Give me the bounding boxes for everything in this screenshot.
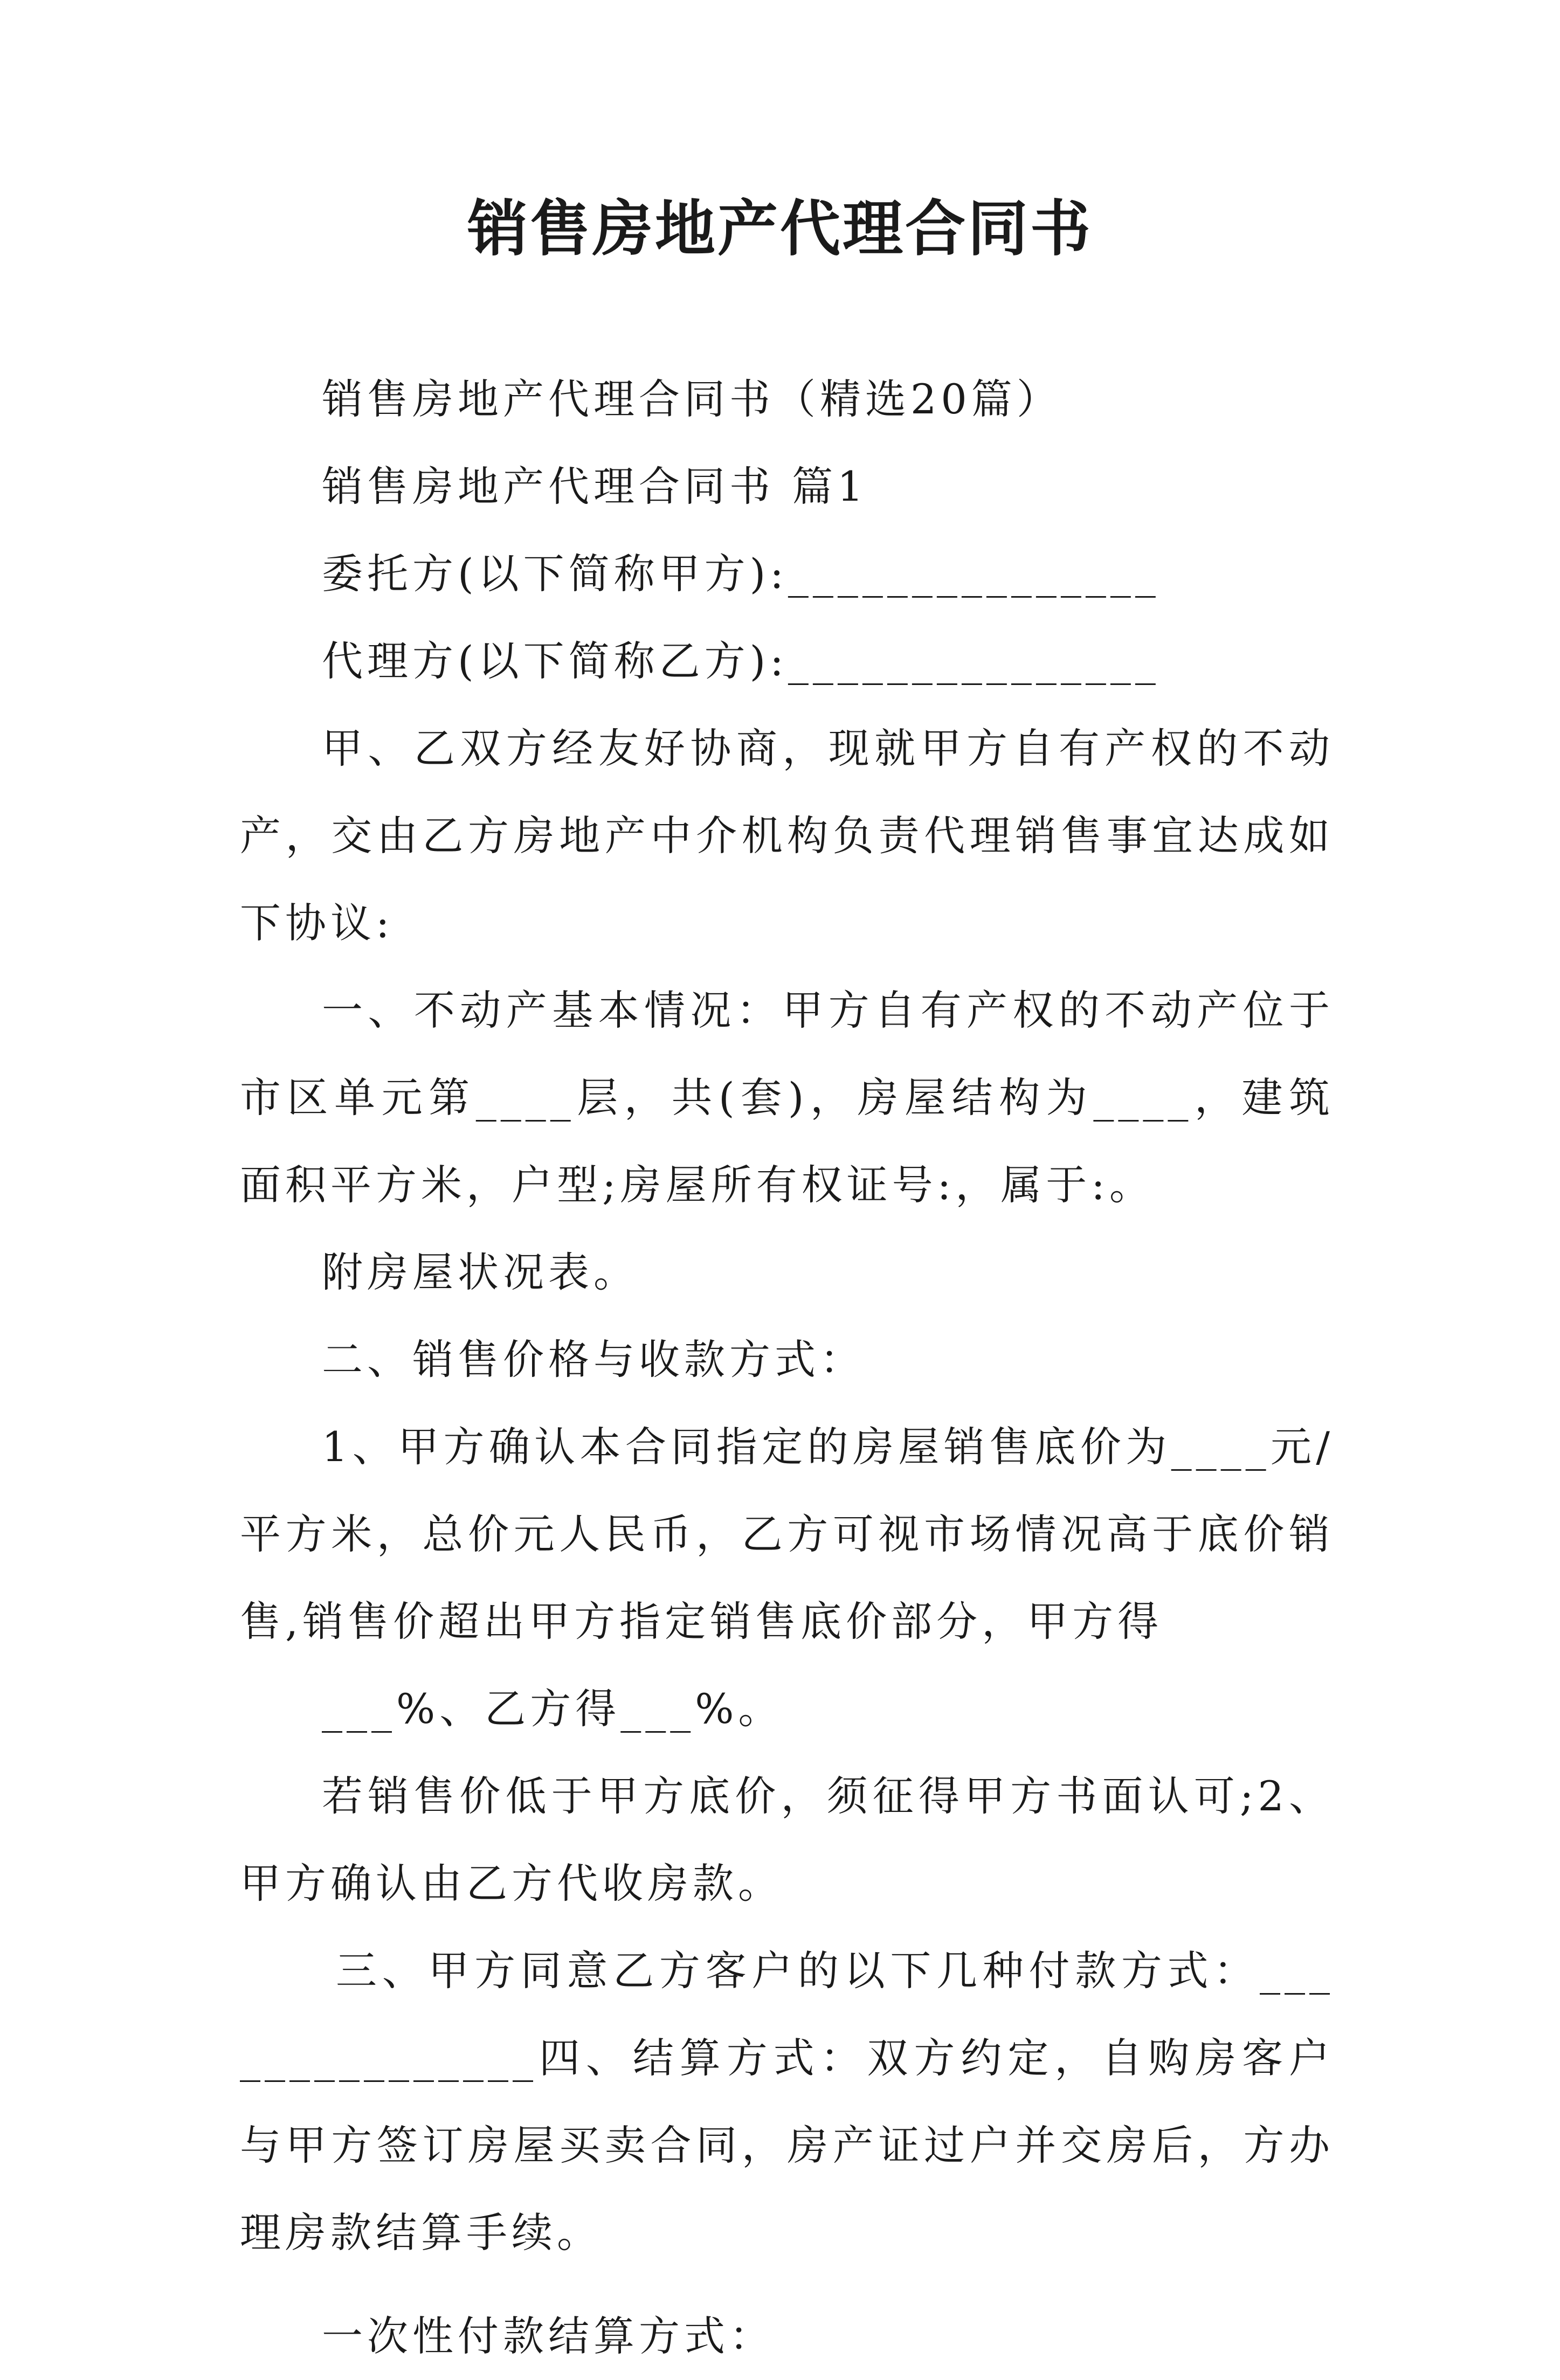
paragraph-party-b: 代理方(以下简称乙方):_______________	[322, 637, 1160, 685]
paragraph-subtitle: 销售房地产代理合同书（精选20篇）	[322, 375, 1062, 423]
paragraph-party-a: 委托方(以下简称甲方):_______________	[322, 550, 1160, 598]
paragraph-below-floor: 若销售价低于甲方底价，须征得甲方书面认可;2、甲方确认由乙方代收房款。	[240, 1772, 1334, 1907]
paragraph-section-heading: 销售房地产代理合同书 篇1	[322, 462, 868, 510]
paragraph-clause-2: 二、销售价格与收款方式：	[322, 1336, 865, 1383]
paragraph-lump-sum: 一次性付款结算方式：	[322, 2312, 775, 2360]
paragraph-attachment: 附房屋状况表。	[322, 1248, 639, 1296]
paragraph-clause-3-4: 三、甲方同意乙方客户的以下几种付款方式：_______________四、结算方式：双方约定，自购房客户与甲方签订房屋买卖合同，房产证过户并交房后，方办理房款结算手续。	[240, 1947, 1334, 2257]
paragraph-clause-2-1: 1、甲方确认本合同指定的房屋销售底价为____元/平方米，总价元人民币，乙方可视市场情况高于底价销售,销售价超出甲方指定销售底价部分，甲方得	[240, 1423, 1334, 1645]
paragraph-preamble: 甲、乙双方经友好协商，现就甲方自有产权的不动产，交由乙方房地产中介机构负责代理销售事宜达成如下协议:	[240, 724, 1334, 947]
document-title: 销售房地产代理合同书	[467, 194, 1093, 264]
document-body	[240, 356, 1334, 2380]
paragraph-clause-1: 一、不动产基本情况：甲方自有产权的不动产位于市区单元第____层，共(套)，房屋结构为____，建筑面积平方米，户型;房屋所有权证号:，属于:。	[240, 986, 1334, 1209]
paragraph-share: ___%、乙方得___%。	[322, 1685, 784, 1733]
